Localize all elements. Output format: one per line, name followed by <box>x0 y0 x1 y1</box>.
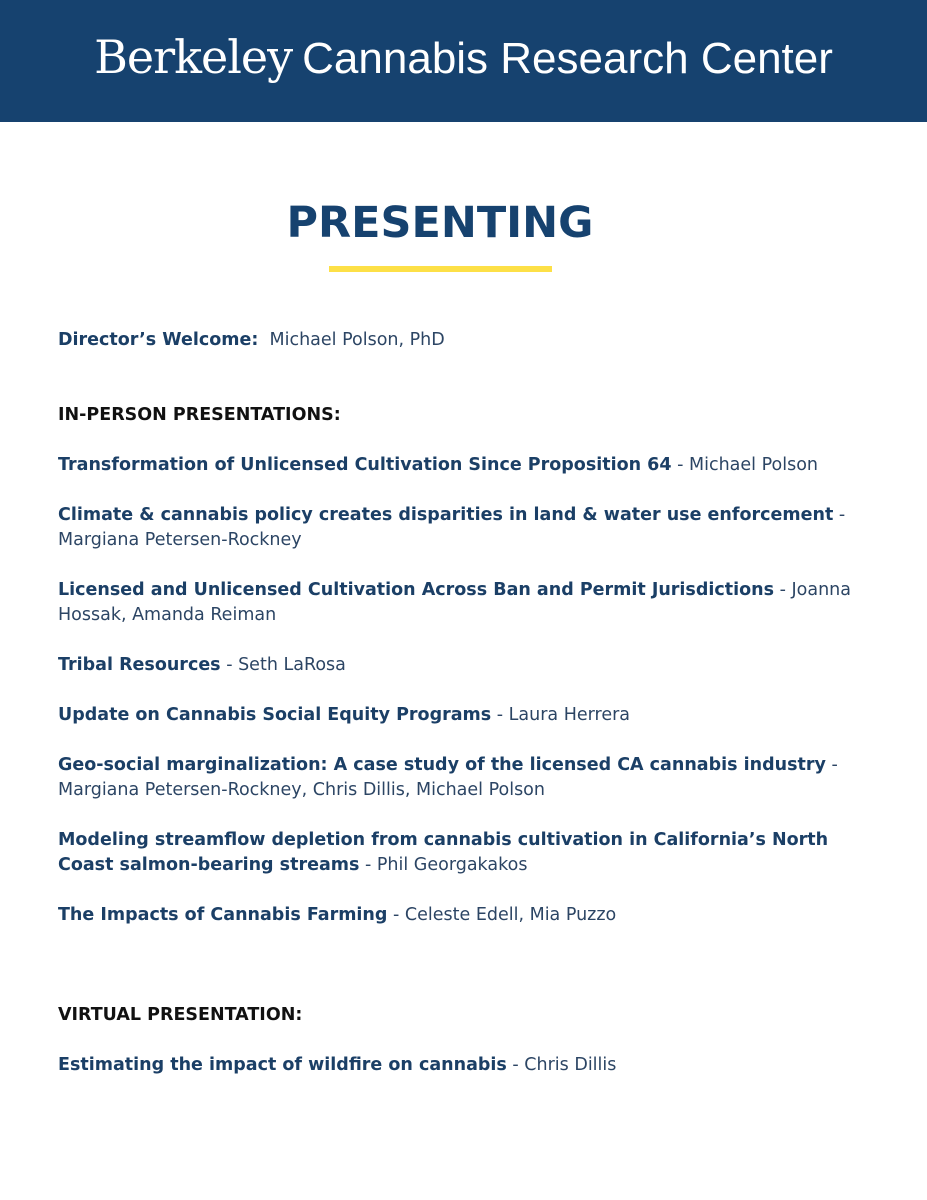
list-item: Estimating the impact of wildfire on cannabis - Chris Dillis <box>58 1055 617 1075</box>
list-item: Climate & cannabis policy creates disparities in land & water use enforcement - Margiana Petersen-Rockney <box>58 505 846 550</box>
welcome-name: Michael Polson, PhD <box>269 330 445 350</box>
presenter-names: Michael Polson <box>689 455 819 475</box>
presentation-title: Transformation of Unlicensed Cultivation Since Proposition 64 <box>58 455 672 475</box>
list-item: Update on Cannabis Social Equity Programs - Laura Herrera <box>58 705 631 725</box>
heading-underline <box>329 266 552 272</box>
welcome-label: Director’s Welcome: <box>58 330 259 350</box>
presentation-title: Climate & cannabis policy creates disparities in land & water use enforcement <box>58 505 834 525</box>
list-item: Geo-social marginalization: A case study of the licensed CA cannabis industry - Margiana Petersen-Rockney, Chris Dillis, Michael Polson <box>58 755 838 800</box>
list-item: The Impacts of Cannabis Farming - Celeste Edell, Mia Puzzo <box>58 905 617 925</box>
presenter-names: Laura Herrera <box>508 705 631 725</box>
presenter-names: Margiana Petersen-Rockney, Chris Dillis, Michael Polson <box>58 780 545 800</box>
presenter-names: Joanna Hossak, Amanda Reiman <box>58 580 851 625</box>
presenter-names: Celeste Edell, Mia Puzzo <box>404 905 617 925</box>
in-person-heading: IN-PERSON PRESENTATIONS: <box>58 405 341 425</box>
header-banner <box>0 0 927 122</box>
brand-wordmark: Berkeley <box>94 30 293 84</box>
presentation-title: Licensed and Unlicensed Cultivation Across Ban and Permit Jurisdictions <box>58 580 775 600</box>
list-item: Modeling streamflow depletion from cannabis cultivation in California’s North Coast salmon-bearing streams - Phil Georgakakos <box>58 830 829 875</box>
presenter-names: Chris Dillis <box>524 1055 617 1075</box>
presentation-title: Geo-social marginalization: A case study of the licensed CA cannabis industry <box>58 755 826 775</box>
presentation-title: Estimating the impact of wildfire on cannabis <box>58 1055 507 1075</box>
list-item: Transformation of Unlicensed Cultivation Since Proposition 64 - Michael Polson <box>58 455 819 475</box>
page-heading: PRESENTING <box>286 198 594 248</box>
welcome-line <box>58 328 888 353</box>
list-item: Licensed and Unlicensed Cultivation Across Ban and Permit Jurisdictions - Joanna Hossak, Amanda Reiman <box>58 580 851 625</box>
presenter-names: Seth LaRosa <box>238 655 346 675</box>
presenter-names: Phil Georgakakos <box>376 855 528 875</box>
header-title <box>0 30 927 84</box>
presenter-names: Margiana Petersen-Rockney <box>58 530 302 550</box>
presentation-title: Tribal Resources <box>58 655 221 675</box>
presentation-title: The Impacts of Cannabis Farming <box>58 905 388 925</box>
center-name: Cannabis Research Center <box>302 34 833 83</box>
virtual-heading: VIRTUAL PRESENTATION: <box>58 1005 303 1025</box>
list-item: Tribal Resources - Seth LaRosa <box>58 655 346 675</box>
presentation-title: Update on Cannabis Social Equity Programs <box>58 705 492 725</box>
presentation-title: Modeling streamflow depletion from cannabis cultivation in California’s North Coast salmon-bearing streams <box>58 830 829 875</box>
program-list <box>58 328 888 1078</box>
